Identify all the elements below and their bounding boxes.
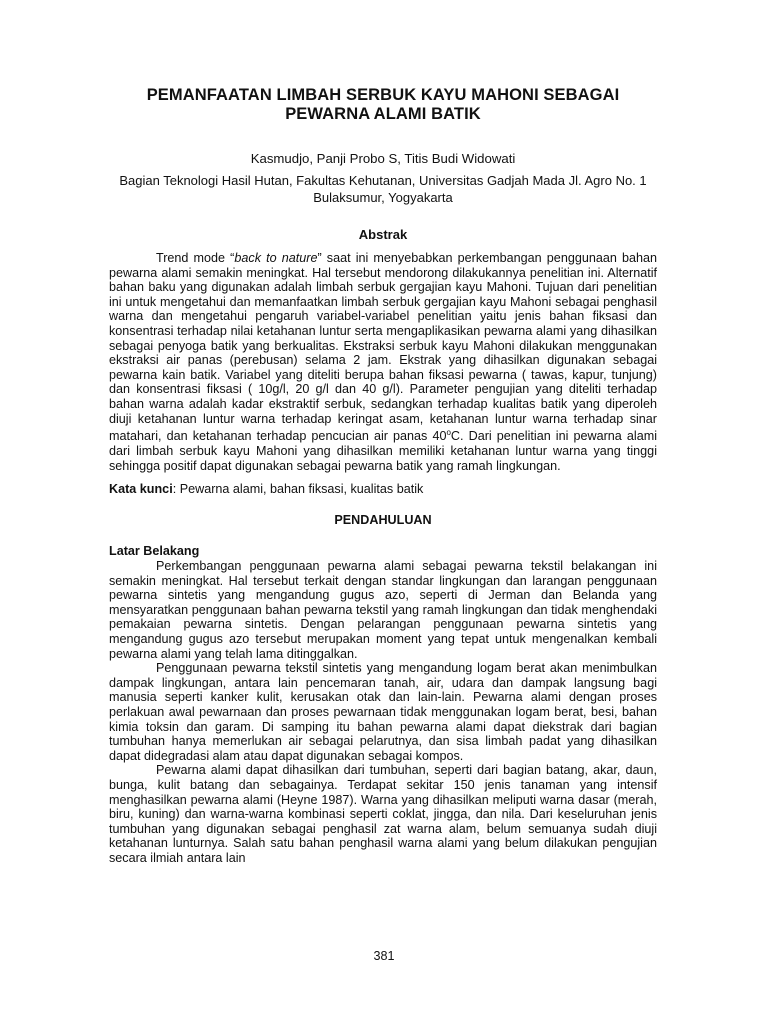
section-body <box>109 559 657 865</box>
keywords-text: : Pewarna alami, bahan fiksasi, kualitas batik <box>172 482 424 497</box>
abstract-post-degree: C. Dari penelitian ini pewarna alami dari limbah serbuk kayu Mahoni yang dihasilkan memiliki ketahanan luntur warna yang tinggi sehingga positif dapat digunakan sebagai pewarna batik yang ramah lingkungan. <box>109 429 657 473</box>
subsection-heading: Latar Belakang <box>109 544 200 559</box>
title-line-1: PEMANFAATAN LIMBAH SERBUK KAYU MAHONI SEBAGAI <box>146 86 620 104</box>
paper-title <box>109 86 657 124</box>
abstract-quote: back to nature <box>234 251 318 265</box>
body-paragraph-1: Perkembangan penggunaan pewarna alami sebagai pewarna tekstil belakangan ini semakin meningkat. Hal tersebut terkait dengan standar lingkungan dan larangan penggunaan pewarna sintetis yang mengandung gugus azo, seperti di Jerman dan Belanda yang mensyaratkan penggunaan bahan pewarna tekstil yang ramah lingkungan dan tidak menghendaki pemakaian pewarna sintetis. Dengan pelarangan penggunaan pewarna sintetis yang mengandung gugus azo tersebut merupakan moment yang tepat untuk mengenalkan kembali pewarna alami yang telah lama ditinggalkan. <box>109 559 657 661</box>
paper-page <box>109 86 657 866</box>
keywords-label: Kata kunci <box>109 482 173 497</box>
abstract-post-quote: ” saat ini menyebabkan perkembangan penggunaan bahan pewarna alami semakin meningkat. Hal tersebut mendorong dilakukannya penelitian ini. Alternatif bahan baku yang digunakan adalah limbah serbuk gergajian kayu Mahoni. Tujuan dari penelitian ini untuk mengetahui dan memanfaatkan limbah serbuk gergajian kayu Mahoni sebagai penghasil warna dan mengetahui pengaruh variabel-variabel penelitian yaitu jenis bahan fiksasi dan konsentrasi terhadap nilai ketahanan luntur serta mengaplikasikan pewarna alami yang dihasilkan sebagai penyoga batik yang berkualitas. Ekstraksi serbuk kayu Mahoni dilakukan menggunakan ekstraksi air panas (perebusan) selama 2 jam. Ekstrak yang dihasilkan digunakan sebagai pewarna kain batik. Variabel yang diteliti berupa bahan fiksasi pewarna ( tawas, kapur, tunjung) dan konsentrasi fiksasi ( 10g/l, 20 g/l dan 40 g/l). Parameter pengujian yang diteliti terhadap bahan warna adalah kadar ekstraktif serbuk, sedangkan terhadap kualitas batik yang diperoleh diuji ketahanan luntur warna terhadap keringat asam, ketahanan luntur warna terhadap sinar matahari, dan ketahanan terhadap pencucian air panas 40 <box>109 251 657 444</box>
keywords <box>109 482 657 497</box>
body-paragraph-3: Pewarna alami dapat dihasilkan dari tumbuhan, seperti dari bagian batang, akar, daun, bunga, kulit batang dan sebagainya. Terdapat sekitar 150 jenis tanaman yang intensif menghasilkan pewarna alami (Heyne 1987). Warna yang dihasilkan meliputi warna dasar (merah, biru, kuning) dan warna-warna kombinasi seperti coklat, jingga, dan nila. Dari keseluruhan jenis tumbuhan yang digunakan sebagai penghasil zat warna alam, belum semuanya sudah diuji ketahanan lunturnya. Salah satu bahan penghasil warna alami yang belum dilakukan pengujian secara ilmiah antara lain <box>109 763 657 865</box>
abstract-pre-quote: Trend mode “ <box>156 251 235 265</box>
page-number: 381 <box>373 949 395 963</box>
abstract-heading: Abstrak <box>358 227 408 242</box>
title-line-2: PEWARNA ALAMI BATIK <box>285 105 481 123</box>
section-heading: PENDAHULUAN <box>334 513 432 528</box>
authors: Kasmudjo, Panji Probo S, Titis Budi Widowati <box>250 151 516 166</box>
body-paragraph-2: Penggunaan pewarna tekstil sintetis yang mengandung logam berat akan menimbulkan dampak lingkungan, antara lain pencemaran tanah, air, udara dan dampak langsung bagi manusia seperti kanker kulit, kerusakan otak dan lain-lain. Pewarna alami dengan proses perlakuan awal pewarnaan dan proses pewarnaan tidak menggunakan logam berat, besi, bahan kimia toksin dan garam. Di samping itu bahan pewarna alami dapat diekstrak dari bagian tumbuhan hanya memerlukan air sebagai pelarutnya, dan sisa limbah padat yang dihasilkan dapat didegradasi alam atau dapat digunakan sebagai kompos. <box>109 661 657 763</box>
affiliation: Bagian Teknologi Hasil Hutan, Fakultas Kehutanan, Universitas Gadjah Mada Jl. Agro No. 1 Bulaksumur, Yogyakarta <box>119 173 647 205</box>
degree-symbol: o <box>446 428 451 438</box>
abstract-body <box>109 251 657 473</box>
